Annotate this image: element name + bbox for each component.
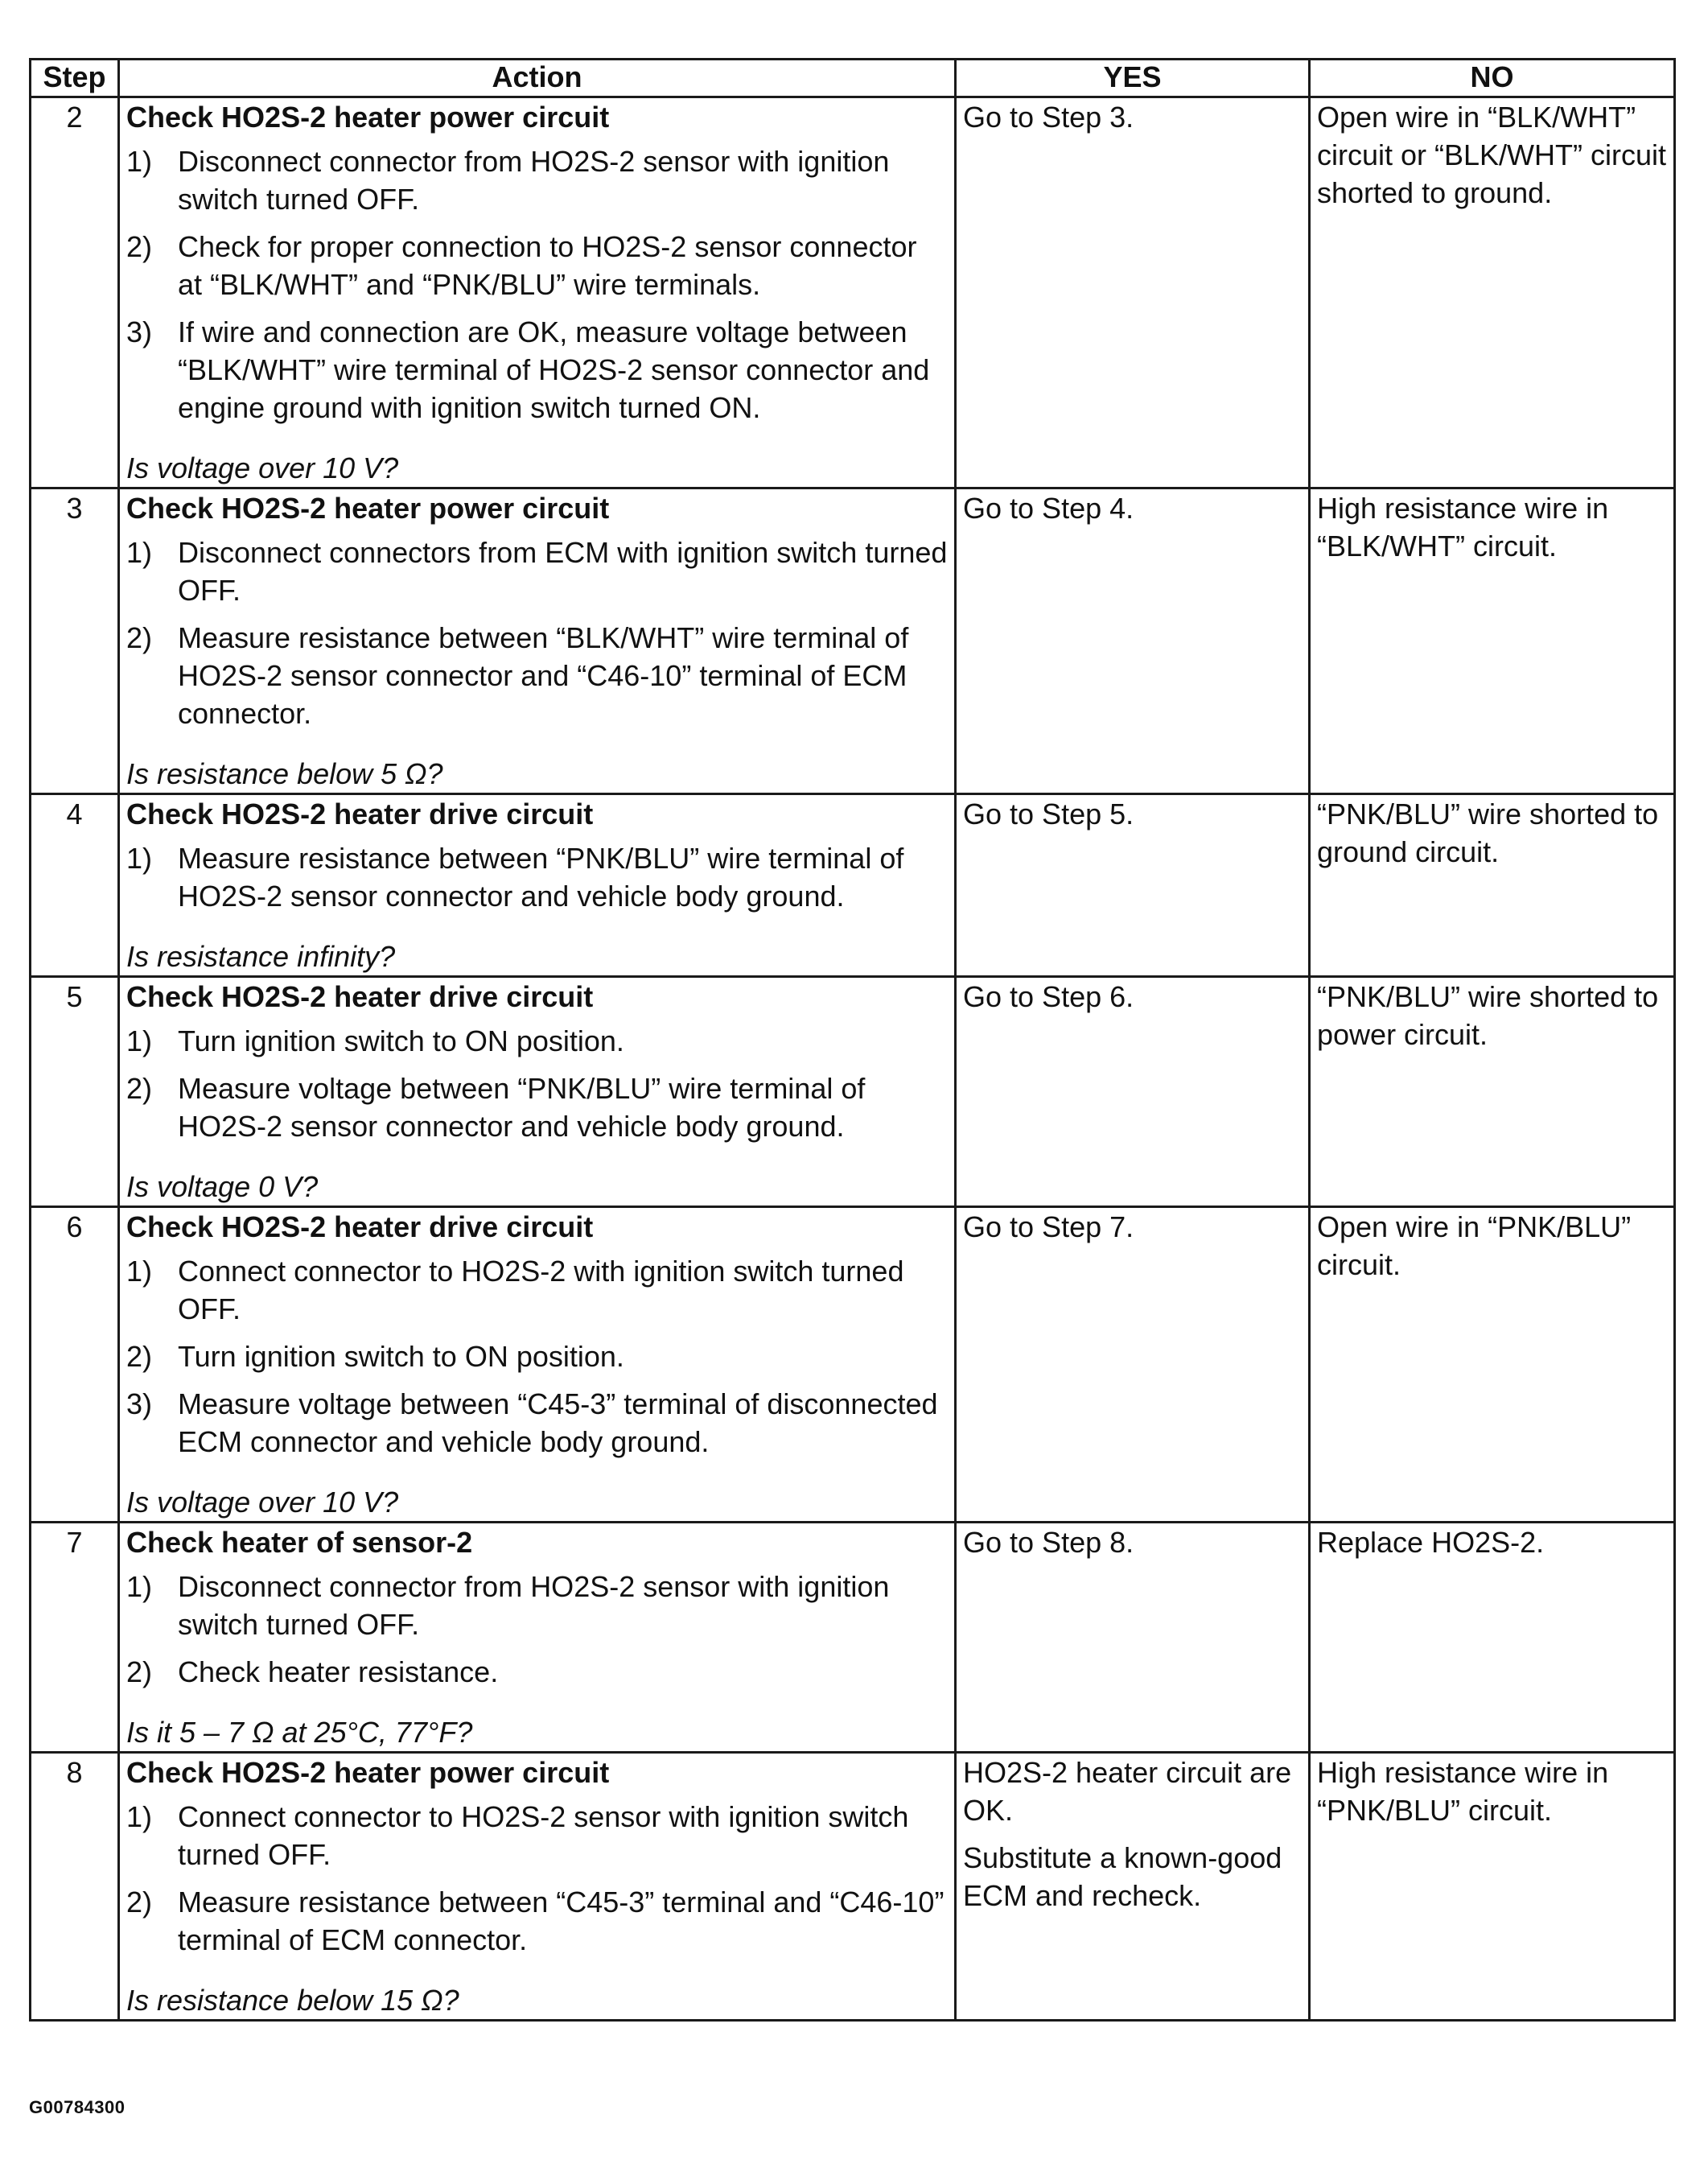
- yes-cell: [956, 1523, 1310, 1753]
- yes-text: Go to Step 3.: [963, 101, 1134, 134]
- action-title: Check HO2S-2 heater drive circuit: [126, 980, 594, 1013]
- substep-item: [126, 1385, 948, 1461]
- action-title: Check HO2S-2 heater power circuit: [126, 1756, 610, 1789]
- no-text: Replace HO2S-2.: [1317, 1526, 1545, 1559]
- substep-text: Disconnect connectors from ECM with ignition switch turned OFF.: [178, 536, 948, 607]
- substep-number: 1): [126, 145, 153, 178]
- yes-cell: [956, 488, 1310, 794]
- diagnostic-sheet: [29, 58, 1673, 2022]
- step-number: 2: [31, 97, 119, 488]
- yes-cell: [956, 977, 1310, 1207]
- check-question: Is it 5 – 7 Ω at 25°C, 77°F?: [126, 1716, 473, 1749]
- action-cell: [119, 97, 956, 488]
- step-number: 7: [31, 1523, 119, 1753]
- header-row: [31, 60, 1675, 97]
- substep-item: [126, 534, 948, 609]
- substep-text: If wire and connection are OK, measure voltage between “BLK/WHT” wire terminal of HO2S-2 sensor connector and engine ground with ignition switch turned ON.: [178, 315, 930, 424]
- check-question: Is voltage over 10 V?: [126, 1486, 399, 1519]
- substep-number: 1): [126, 1255, 153, 1288]
- table-row: [31, 488, 1675, 794]
- step-number: 3: [31, 488, 119, 794]
- action-cell: [119, 1523, 956, 1753]
- substep-item: [126, 142, 948, 218]
- substep-list: [126, 142, 948, 427]
- substep-text: Measure resistance between “C45-3” terminal and “C46-10” terminal of ECM connector.: [178, 1886, 945, 1956]
- yes-text: Go to Step 6.: [963, 980, 1134, 1013]
- substep-list: [126, 1252, 948, 1461]
- substep-list: [126, 839, 948, 915]
- header-no: NO: [1310, 60, 1675, 97]
- substep-item: [126, 1653, 948, 1691]
- table-row: [31, 1523, 1675, 1753]
- yes-cell: [956, 1207, 1310, 1523]
- substep-text: Connect connector to HO2S-2 sensor with ignition switch turned OFF.: [178, 1800, 909, 1871]
- substep-number: 2): [126, 1886, 153, 1919]
- substep-list: [126, 534, 948, 732]
- no-cell: [1310, 977, 1675, 1207]
- yes-text: Substitute a known-good ECM and recheck.: [963, 1841, 1282, 1912]
- substep-list: [126, 1798, 948, 1959]
- action-cell: [119, 488, 956, 794]
- step-number: 6: [31, 1207, 119, 1523]
- check-question: Is voltage over 10 V?: [126, 451, 399, 484]
- substep-number: 1): [126, 1024, 153, 1057]
- yes-cell: [956, 794, 1310, 977]
- no-text: High resistance wire in “BLK/WHT” circuit.: [1317, 492, 1609, 563]
- check-question: Is resistance below 5 Ω?: [126, 757, 443, 790]
- substep-text: Measure resistance between “PNK/BLU” wire terminal of HO2S-2 sensor connector and vehicle body ground.: [178, 842, 904, 913]
- substep-item: [126, 1568, 948, 1643]
- substep-number: 2): [126, 1072, 153, 1105]
- substep-text: Check for proper connection to HO2S-2 sensor connector at “BLK/WHT” and “PNK/BLU” wire terminals.: [178, 230, 917, 301]
- no-text: Open wire in “BLK/WHT” circuit or “BLK/WHT” circuit shorted to ground.: [1317, 101, 1667, 209]
- substep-number: 1): [126, 842, 153, 875]
- substep-text: Turn ignition switch to ON position.: [178, 1024, 624, 1057]
- substep-text: Connect connector to HO2S-2 with ignition switch turned OFF.: [178, 1255, 904, 1325]
- table-row: [31, 1207, 1675, 1523]
- action-title: Check HO2S-2 heater drive circuit: [126, 1210, 594, 1243]
- substep-text: Measure voltage between “PNK/BLU” wire terminal of HO2S-2 sensor connector and vehicle body ground.: [178, 1072, 866, 1143]
- no-cell: [1310, 488, 1675, 794]
- substep-number: 3): [126, 1387, 153, 1420]
- action-title: Check HO2S-2 heater power circuit: [126, 492, 610, 525]
- yes-cell: [956, 97, 1310, 488]
- action-cell: [119, 794, 956, 977]
- yes-cell: [956, 1753, 1310, 2021]
- substep-number: 1): [126, 1800, 153, 1833]
- substep-text: Disconnect connector from HO2S-2 sensor with ignition switch turned OFF.: [178, 1570, 890, 1641]
- header-action: Action: [119, 60, 956, 97]
- substep-item: [126, 619, 948, 732]
- substep-text: Measure resistance between “BLK/WHT” wire terminal of HO2S-2 sensor connector and “C46-10” terminal of ECM connector.: [178, 621, 909, 730]
- substep-text: Measure voltage between “C45-3” terminal of disconnected ECM connector and vehicle body ground.: [178, 1387, 938, 1458]
- yes-text: Go to Step 8.: [963, 1526, 1134, 1559]
- substep-number: 2): [126, 1340, 153, 1373]
- table-body: [31, 97, 1675, 2021]
- table-row: [31, 977, 1675, 1207]
- table-row: [31, 1753, 1675, 2021]
- substep-text: Disconnect connector from HO2S-2 sensor with ignition switch turned OFF.: [178, 145, 890, 216]
- check-question: Is voltage 0 V?: [126, 1170, 319, 1203]
- no-cell: [1310, 794, 1675, 977]
- substep-number: 1): [126, 1570, 153, 1603]
- header-yes: YES: [956, 60, 1310, 97]
- substep-text: Check heater resistance.: [178, 1655, 499, 1688]
- substep-item: [126, 1252, 948, 1328]
- substep-number: 3): [126, 315, 153, 348]
- no-text: Open wire in “PNK/BLU” circuit.: [1317, 1210, 1632, 1281]
- action-cell: [119, 977, 956, 1207]
- action-title: Check HO2S-2 heater drive circuit: [126, 797, 594, 830]
- substep-item: [126, 1070, 948, 1145]
- no-cell: [1310, 1523, 1675, 1753]
- substep-number: 1): [126, 536, 153, 569]
- action-cell: [119, 1207, 956, 1523]
- header-step: Step: [31, 60, 119, 97]
- action-cell: [119, 1753, 956, 2021]
- yes-text: Go to Step 5.: [963, 797, 1134, 830]
- yes-text: Go to Step 7.: [963, 1210, 1134, 1243]
- no-cell: [1310, 1753, 1675, 2021]
- yes-text: HO2S-2 heater circuit are OK.: [963, 1756, 1292, 1827]
- document-id: G00784300: [29, 2097, 126, 2117]
- step-number: 5: [31, 977, 119, 1207]
- table-row: [31, 794, 1675, 977]
- substep-number: 2): [126, 621, 153, 654]
- step-number: 4: [31, 794, 119, 977]
- no-text: “PNK/BLU” wire shorted to power circuit.: [1317, 980, 1659, 1051]
- action-title: Check HO2S-2 heater power circuit: [126, 101, 610, 134]
- yes-text: Go to Step 4.: [963, 492, 1134, 525]
- substep-item: [126, 1337, 948, 1375]
- substep-item: [126, 313, 948, 427]
- action-title: Check heater of sensor-2: [126, 1526, 473, 1559]
- substep-item: [126, 228, 948, 303]
- substep-text: Turn ignition switch to ON position.: [178, 1340, 624, 1373]
- no-text: “PNK/BLU” wire shorted to ground circuit.: [1317, 797, 1659, 868]
- step-number: 8: [31, 1753, 119, 2021]
- no-text: High resistance wire in “PNK/BLU” circuit.: [1317, 1756, 1609, 1827]
- table-row: [31, 97, 1675, 488]
- check-question: Is resistance infinity?: [126, 940, 396, 973]
- substep-number: 2): [126, 230, 153, 263]
- substep-list: [126, 1022, 948, 1145]
- substep-item: [126, 1022, 948, 1060]
- substep-number: 2): [126, 1655, 153, 1688]
- check-question: Is resistance below 15 Ω?: [126, 1984, 459, 2017]
- no-cell: [1310, 1207, 1675, 1523]
- substep-item: [126, 1798, 948, 1873]
- no-cell: [1310, 97, 1675, 488]
- table-header: [31, 60, 1675, 97]
- substep-item: [126, 839, 948, 915]
- substep-list: [126, 1568, 948, 1691]
- substep-item: [126, 1883, 948, 1959]
- diagnostic-table: [29, 58, 1676, 2022]
